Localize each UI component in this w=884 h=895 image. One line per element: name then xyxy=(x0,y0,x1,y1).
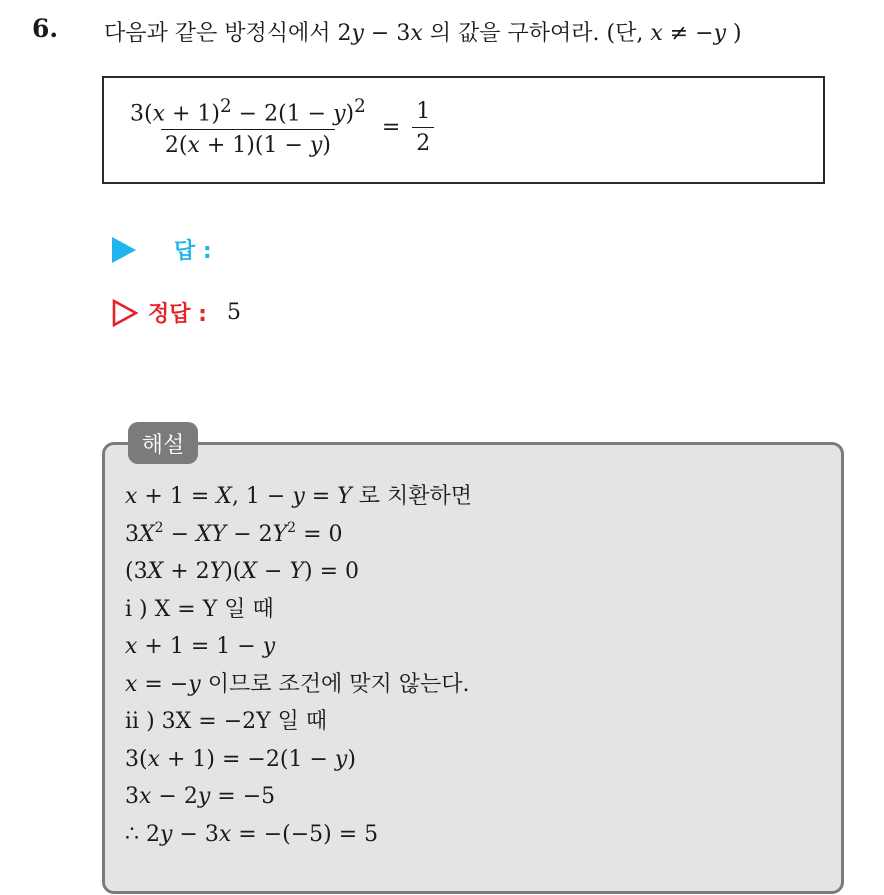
solution-line: 3x − 2y = −5 xyxy=(125,784,276,809)
correct-answer-row xyxy=(112,297,241,328)
correct-answer-value: 5 xyxy=(226,300,241,325)
solution-lines xyxy=(125,482,472,857)
rhs-fraction xyxy=(412,99,434,156)
filled-triangle-icon xyxy=(112,237,136,263)
solution-line: $3X^2$ − XY − $2Y^2 = 0$ xyxy=(125,519,343,547)
rhs-numerator: 1 xyxy=(416,98,431,124)
solution-line: (3X + 2Y)(X − Y) = 0 xyxy=(125,559,360,584)
lhs-numerator: $3(x + 1)^2 - 2(1 - y)^2$ xyxy=(130,96,366,127)
solution-line: x + 1 = X, 1 − y = Y 로 치환하면 xyxy=(125,484,472,509)
question-text: 다음과 같은 방정식에서 2y − 3x 의 값을 구하여라. (단, x ≠ −y ) xyxy=(104,21,742,46)
question-number: 6. xyxy=(32,14,59,43)
solution-line: x + 1 = 1 − y xyxy=(125,634,276,659)
solution-line: 3(x + 1) = −2(1 − y) xyxy=(125,746,356,772)
solution-line: ii ) 3X = −2Y 일 때 xyxy=(125,709,328,734)
equals-sign: = xyxy=(381,114,401,140)
equation xyxy=(126,96,434,158)
answer-label: 답 : xyxy=(174,239,212,264)
equation-box xyxy=(102,76,825,184)
answer-row xyxy=(112,234,212,265)
solution-line: x = −y 이므로 조건에 맞지 않는다. xyxy=(125,671,470,697)
outline-triangle-icon xyxy=(112,299,138,327)
solution-line: ∴ 2y − 3x = −(−5) = 5 xyxy=(125,821,379,847)
lhs-denominator: 2(x + 1)(1 − y) xyxy=(161,129,335,158)
correct-answer-label: 정답 : xyxy=(148,302,207,327)
rhs-denominator: 2 xyxy=(412,127,434,156)
solution-tab: 해설 xyxy=(128,422,198,464)
lhs-fraction xyxy=(126,96,370,158)
solution-line: i ) X = Y 일 때 xyxy=(125,596,274,622)
